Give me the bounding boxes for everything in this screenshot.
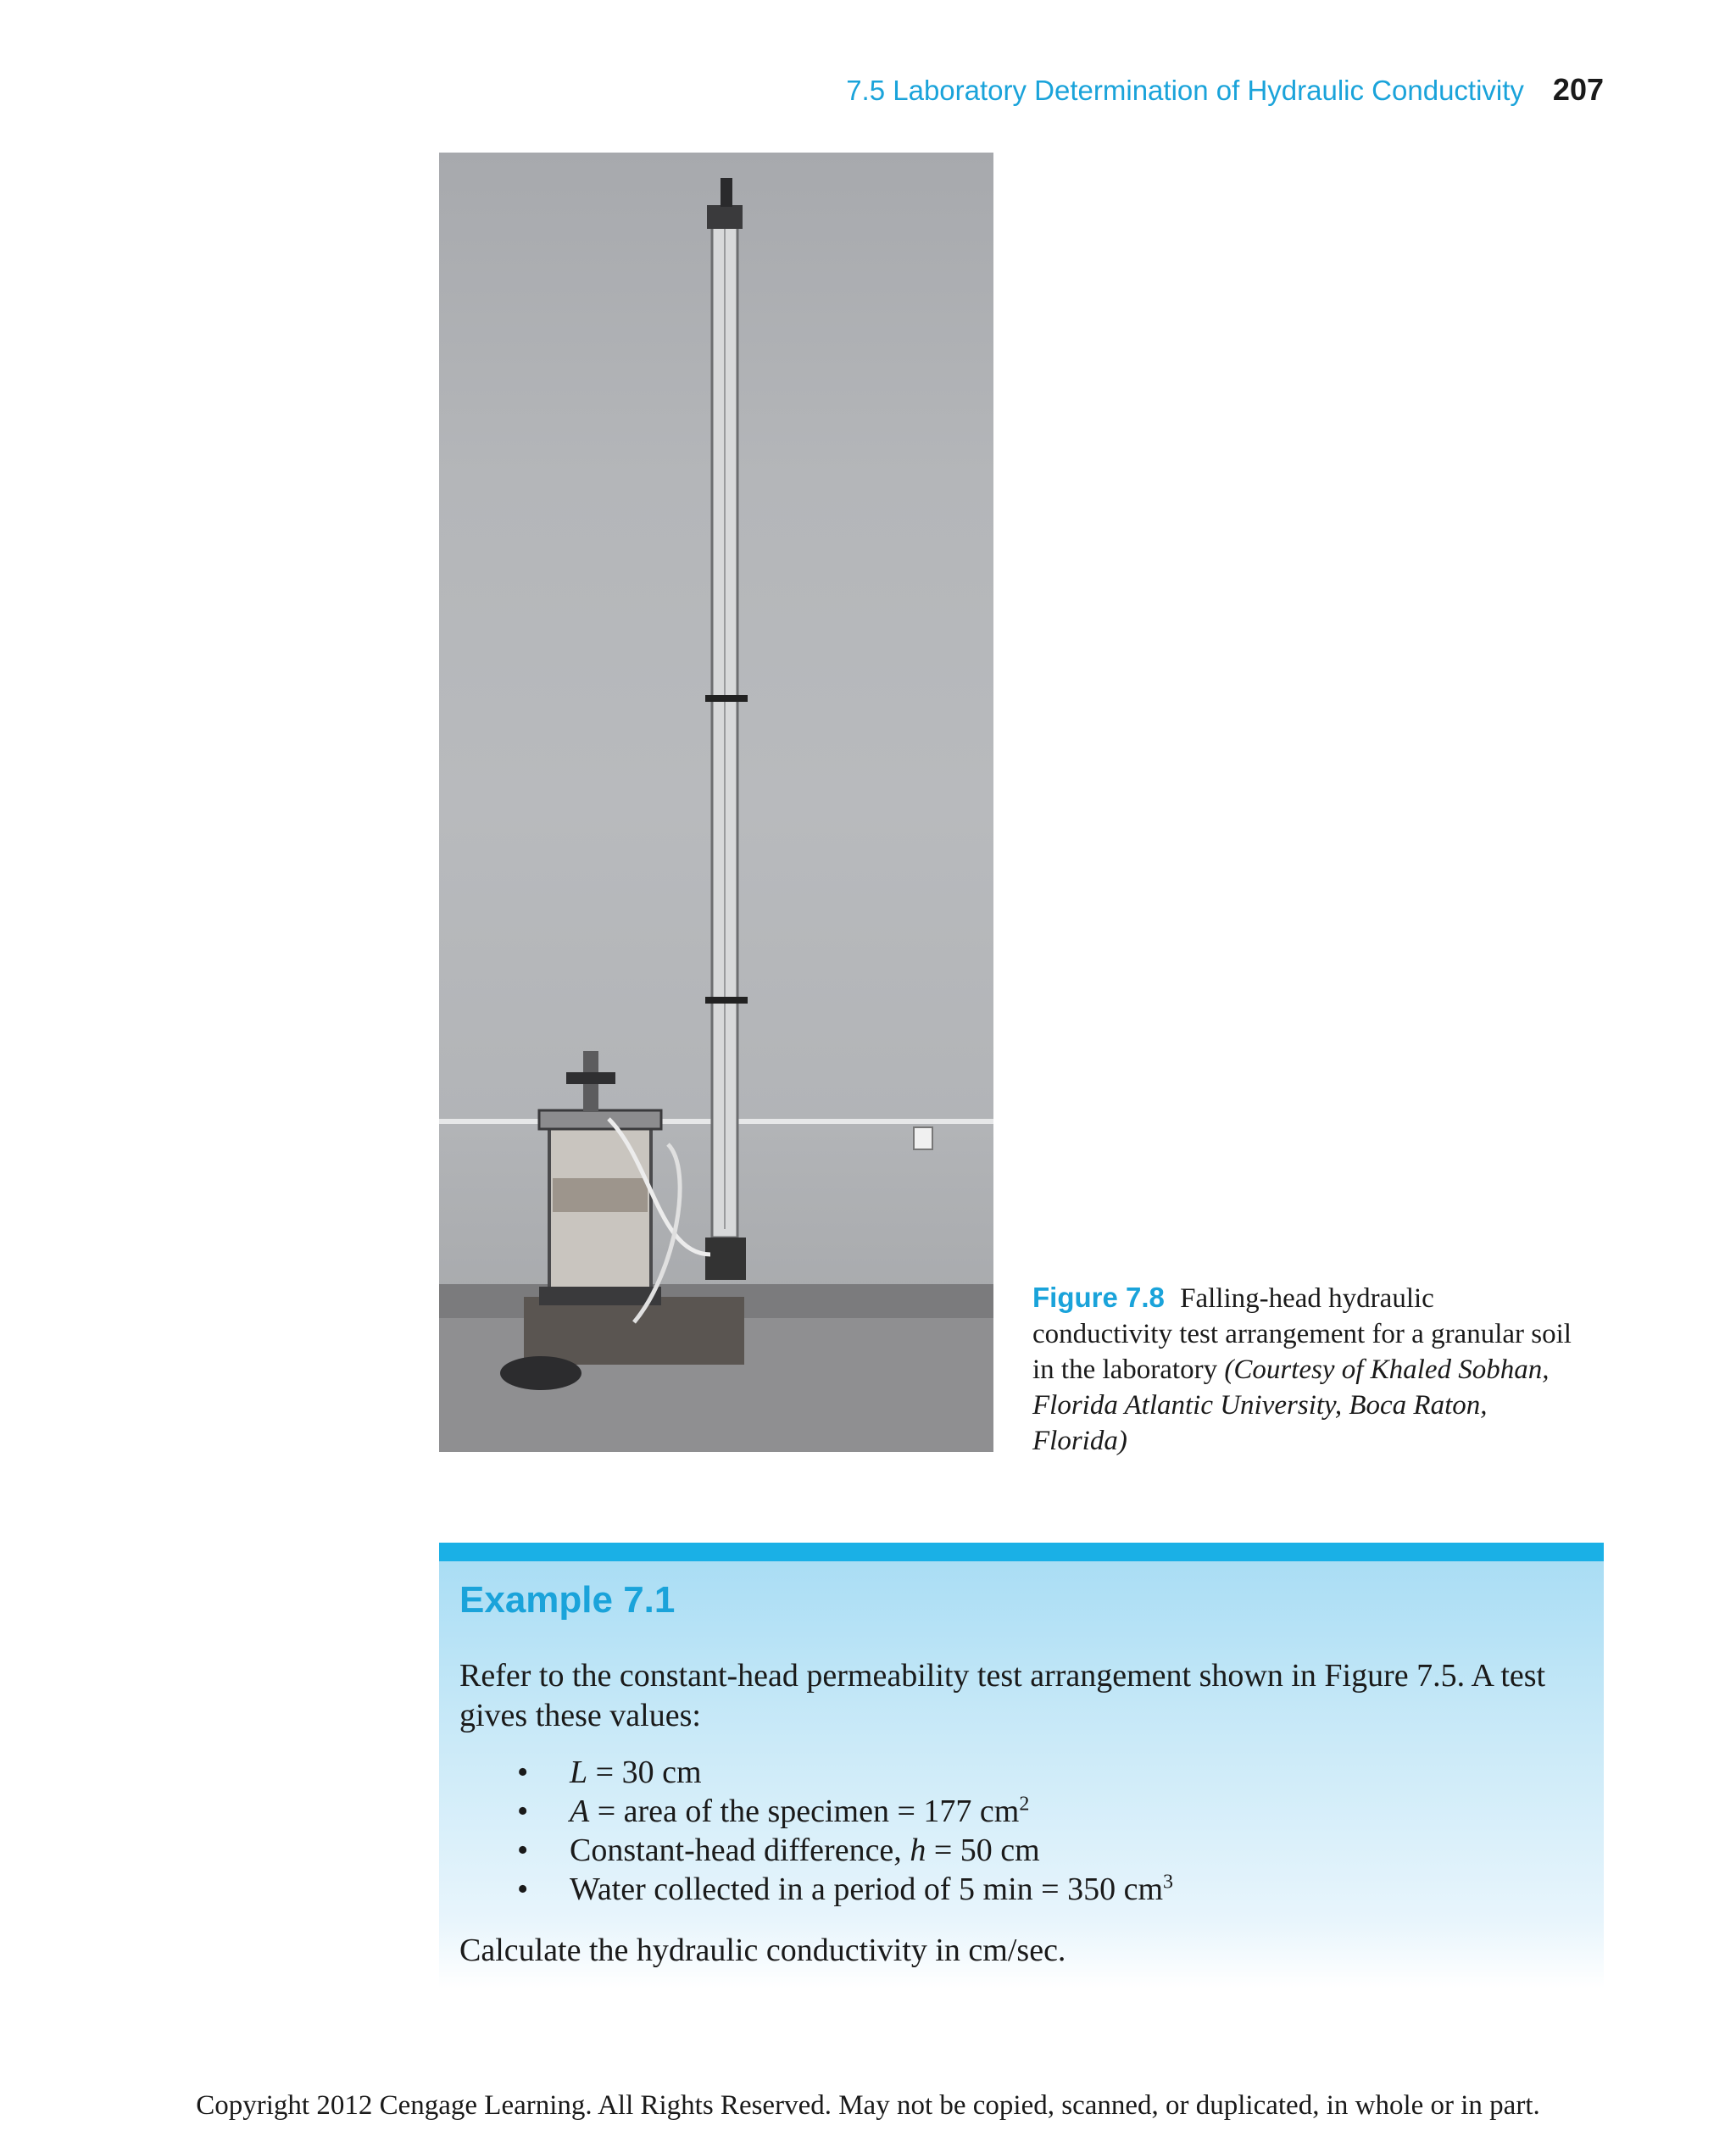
variable: h: [910, 1833, 926, 1868]
clamp-lower: [705, 997, 748, 1004]
standpipe-fitting: [705, 1238, 746, 1280]
list-item: [517, 1870, 1173, 1909]
item-text: Water collected in a period of 5 min = 350 cm: [570, 1872, 1164, 1907]
figure-photo: [439, 153, 993, 1452]
superscript: 2: [1019, 1793, 1030, 1816]
superscript: 3: [1163, 1871, 1174, 1894]
example-header-bar: [439, 1543, 1604, 1561]
figure-caption: [1032, 1280, 1575, 1459]
bullet-icon: •: [517, 1794, 529, 1829]
lab-apparatus-illustration: [439, 153, 993, 1452]
page-number: 207: [1552, 72, 1604, 107]
item-text: = 30 cm: [587, 1755, 702, 1790]
outlet: [914, 1127, 932, 1149]
cylinder-bottom-plate: [539, 1287, 661, 1305]
variable: A: [570, 1794, 590, 1829]
base-board: [524, 1297, 744, 1365]
clamp-upper: [705, 695, 748, 702]
running-head: [846, 73, 1604, 108]
item-text: = 50 cm: [926, 1833, 1040, 1868]
list-item: [517, 1831, 1173, 1870]
bullet-icon: •: [517, 1755, 529, 1790]
bullet-icon: •: [517, 1833, 529, 1868]
list-item: [517, 1792, 1173, 1831]
section-title: 7.5 Laboratory Determination of Hydraulic Conductivity: [846, 75, 1524, 106]
standpipe-valve: [721, 178, 732, 207]
standpipe-cap: [707, 205, 743, 229]
figure-credit: (Courtesy of Khaled Sobhan, Florida Atlantic University, Boca Raton, Florida): [1032, 1354, 1550, 1456]
example-box: [439, 1543, 1604, 1988]
list-item: [517, 1753, 1173, 1792]
inlet-valve: [566, 1072, 615, 1084]
copyright-notice: Copyright 2012 Cengage Learning. All Rights Reserved. May not be copied, scanned, or duplicated, in whole or in part.: [196, 2090, 1540, 2121]
hand-pump: [500, 1356, 581, 1390]
bullet-icon: •: [517, 1872, 529, 1907]
example-intro: Refer to the constant-head permeability test arrangement shown in Figure 7.5. A test gives these values:: [459, 1658, 1546, 1733]
example-values-list: [517, 1753, 1173, 1909]
variable: L: [570, 1755, 588, 1790]
item-text: = area of the specimen = 177 cm: [589, 1794, 1020, 1829]
figure-caption-text: Falling-head hydraulic conductivity test arrangement for a granular soil in the laboratory: [1032, 1283, 1572, 1385]
figure-label: Figure 7.8: [1032, 1282, 1165, 1313]
example-title: Example 7.1: [459, 1579, 676, 1621]
soil-sample: [553, 1178, 648, 1212]
cylinder-top-plate: [539, 1110, 661, 1129]
item-text: Constant-head difference,: [570, 1833, 910, 1868]
example-question: Calculate the hydraulic conductivity in cm/sec.: [459, 1933, 1066, 1968]
